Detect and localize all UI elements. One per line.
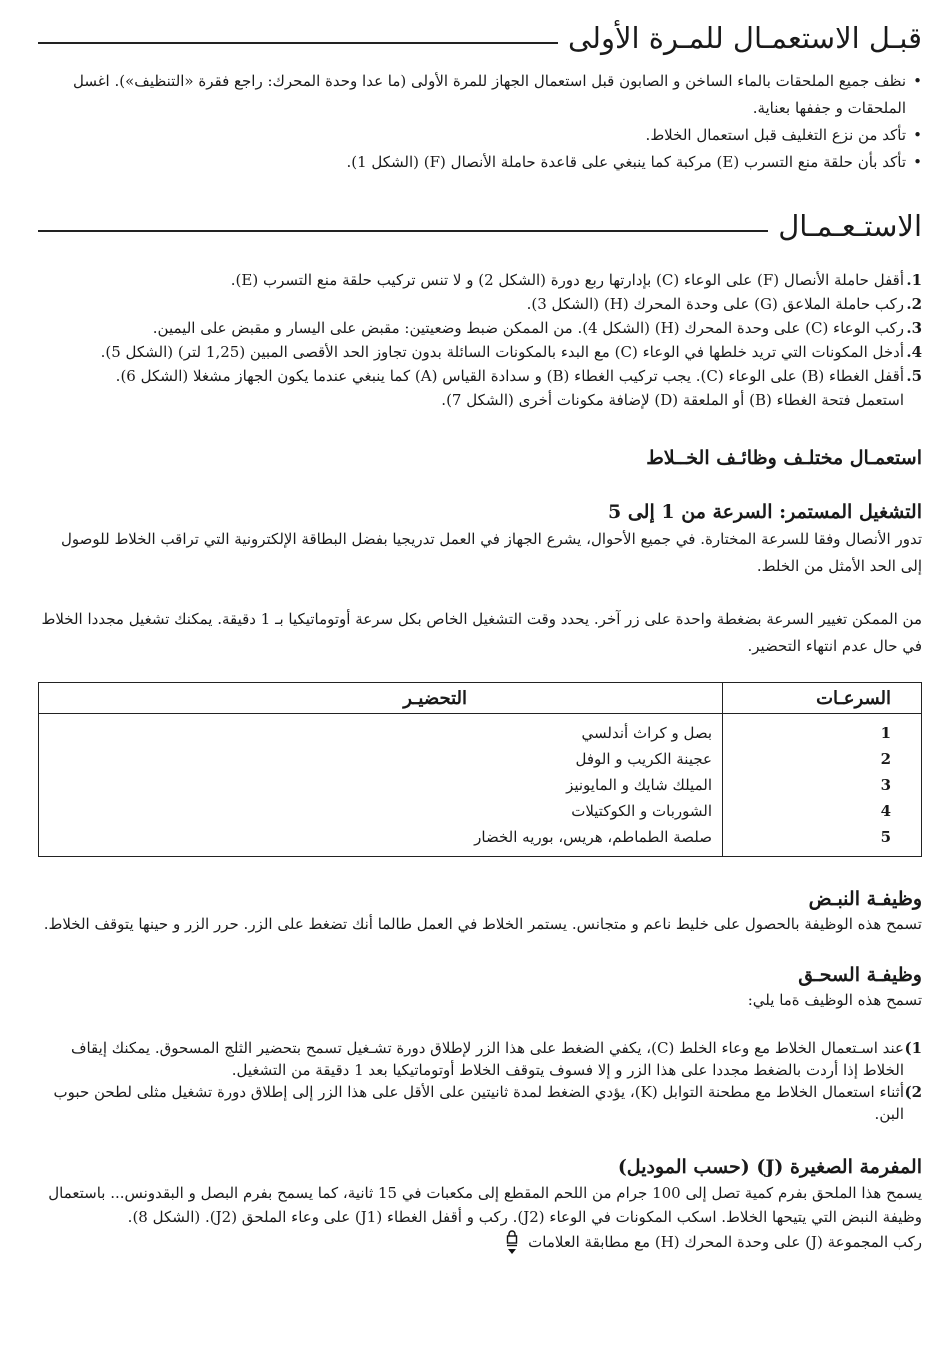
header-rule (38, 42, 558, 44)
header-rule (38, 230, 768, 232)
step-number: 2. (906, 295, 922, 313)
chopper-title: المفرمة الصغيرة (J) (حسب الموديل) (617, 1156, 922, 1178)
step-item (38, 268, 922, 292)
lock-arrow-icon (505, 1229, 519, 1257)
item-text: عند اسـتعمال الخلاط مع وعاء الخلط (C)، يكفي الضغط على هذا الزر لإطلاق دورة تشـغيل تسمح بتحضير الثلج المسحوق. يمكنك إيقاف الخلاط إذا أردت بالضغط مجددا على هذا الزر و إلا فسوف يتوقف الخلاط أوتوماتيكيا بعد 1 دقيقة من التشغيل. (70, 1039, 904, 1079)
table-row (39, 714, 922, 747)
functions-title: استعمـال مختلـف وظائـف الخــلاط (646, 447, 922, 469)
usage-title: الاستـعـمـال (778, 208, 922, 243)
pulse-text: تسمح هذه الوظيفة بالحصول على خليط ناعم و متجانس. يستمر الخلاط في العمل طالما أنك تضغط على الزر. حرر الزر و حينها يتوقف الخلاط. (43, 915, 922, 933)
manual-page (38, 14, 922, 1257)
step-text: أقفل حاملة الأنصال (F) على الوعاء (C) بإدارتها ربع دورة (الشكل 2) و لا تنس تركيب حلقة منع التسرب (E). (230, 271, 904, 289)
usage-header (38, 202, 922, 250)
item-number: 2) (904, 1083, 922, 1101)
speed-cell: 4 (723, 798, 922, 824)
table-row (39, 824, 922, 857)
step-text: أقفل الغطاء (B) على الوعاء (C). يجب تركيب الغطاء (B) و سدادة القياس (A) كما ينبغي عندما يكون الجهاز مشغلا (الشكل 6). (115, 367, 904, 385)
continuous-paragraph-2: من الممكن تغيير السرعة بضغطة واحدة على زر آخر. يحدد وقت التشغيل الخاص بكل سرعة أوتوماتيكيا بـ 1 دقيقة. يمكنك تشغيل مجددا الخلاط في حال عدم انتهاء التحضير. (41, 610, 922, 655)
chopper-paragraph-2-wrap (38, 1229, 922, 1257)
item-text: أثناء استعمال الخلاط مع مطحنة التوابل (K)، يؤدي الضغط لمدة ثانيتين على الأقل على هذا الزر إلى إطلاق دورة تشغيل مثلى لطحن حبوب البن. (53, 1083, 904, 1123)
speed-table (38, 682, 922, 857)
bullet-item: • تأكد بأن حلقة منع التسرب (E) مركبة كما ينبغي على قاعدة حاملة الأنصال (F) (الشكل 1). (38, 149, 906, 176)
usage-steps (38, 268, 922, 388)
step-number: 3. (906, 319, 922, 337)
table-row (39, 798, 922, 824)
table-row (39, 746, 922, 772)
table-header-row (39, 683, 922, 714)
step-item (38, 316, 922, 340)
step-text: أدخل المكونات التي تريد خلطها في الوعاء (C) مع البدء بالمكونات السائلة بدون تجاوز الحد الأقصى المبين (1,25 لتر) (الشكل 5). (100, 343, 904, 361)
speed-cell: 2 (723, 746, 922, 772)
crush-title: وظيفـة السحـق (798, 964, 922, 986)
continuous-paragraph-1: تدور الأنصال وفقا للسرعة المختارة. في جميع الأحوال، يشرع الجهاز في العمل تدريجيا بفضل البطاقة الإلكترونية التي تراقب الخلاط للوصول إلى الحد الأمثل من الخلط. (61, 530, 922, 575)
crush-item (38, 1081, 922, 1125)
step-number: 5. (906, 367, 922, 385)
speed-cell: 3 (723, 772, 922, 798)
chopper-paragraph-1: يسمح هذا الملحق بفرم كمية تصل إلى 100 جرام من اللحم المقطع إلى مكعبات في 15 ثانية، كما يسمح بفرم البصل و البقدونس... باستعمال وظيفة النبض التي يتيحها الخلاط. اسكب المكونات في الوعاء (J2). ركب و أقفل الغطاء (J1) على وعاء الملحق (J2). (الشكل 8). (48, 1184, 922, 1226)
chopper-paragraph-2: ركب المجموعة (J) على وحدة المحرك (H) مع مطابقة العلامات (528, 1233, 922, 1251)
prep-cell: الشوربات و الكوكتيلات (39, 798, 723, 824)
first-use-header (38, 14, 922, 62)
step-number: 1. (906, 271, 922, 289)
step-text: ركب الوعاء (C) على وحدة المحرك (H) (الشكل 4). من الممكن ضبط وضعيتين: مقبض على اليسار و مقبض على اليمين. (152, 319, 904, 337)
crush-intro: تسمح هذه الوظيف ةما يلي: (747, 991, 922, 1009)
prep-cell: صلصة الطماطم، هريس، بوريه الخضار (39, 824, 723, 857)
item-number: 1) (904, 1039, 922, 1057)
bullet-item: • تأكد من نزع التغليف قبل استعمال الخلاط. (38, 122, 906, 149)
step-item (38, 364, 922, 388)
crush-list (38, 1037, 922, 1125)
speed-cell: 1 (723, 714, 922, 747)
first-use-bullets (38, 68, 922, 176)
bullet-item: • نظف جميع الملحقات بالماء الساخن و الصابون قبل استعمال الجهاز للمرة الأولى (ما عدا وحدة المحرك: راجع فقرة «التنظيف»). اغسل الملحقات و جففها بعناية. (38, 68, 906, 122)
prep-cell: عجينة الكريب و الوفل (39, 746, 723, 772)
step-number: 4. (906, 343, 922, 361)
step-extra-note: استعمل فتحة الغطاء (B) أو الملعقة (D) لإضافة مكونات أخرى (الشكل 7). (441, 391, 904, 409)
prep-cell: بصل و كراث أندلسي (39, 714, 723, 747)
continuous-title: التشغيل المستمر: السرعة من 1 إلى 5 (608, 501, 922, 523)
table-row (39, 772, 922, 798)
step-item (38, 340, 922, 364)
first-use-title: قبـل الاستعمـال للمـرة الأولى (567, 20, 922, 55)
speed-cell: 5 (723, 824, 922, 857)
step-text: ركب حاملة الملاعق (G) على وحدة المحرك (H) (الشكل 3). (526, 295, 904, 313)
pulse-title: وظيفـة النبـض (808, 888, 922, 910)
col-header-preparation: التحضيـر (39, 683, 723, 714)
col-header-speeds: السرعـات (723, 683, 922, 714)
crush-item (38, 1037, 922, 1081)
step-item (38, 292, 922, 316)
prep-cell: الميلك شايك و المايونيز (39, 772, 723, 798)
